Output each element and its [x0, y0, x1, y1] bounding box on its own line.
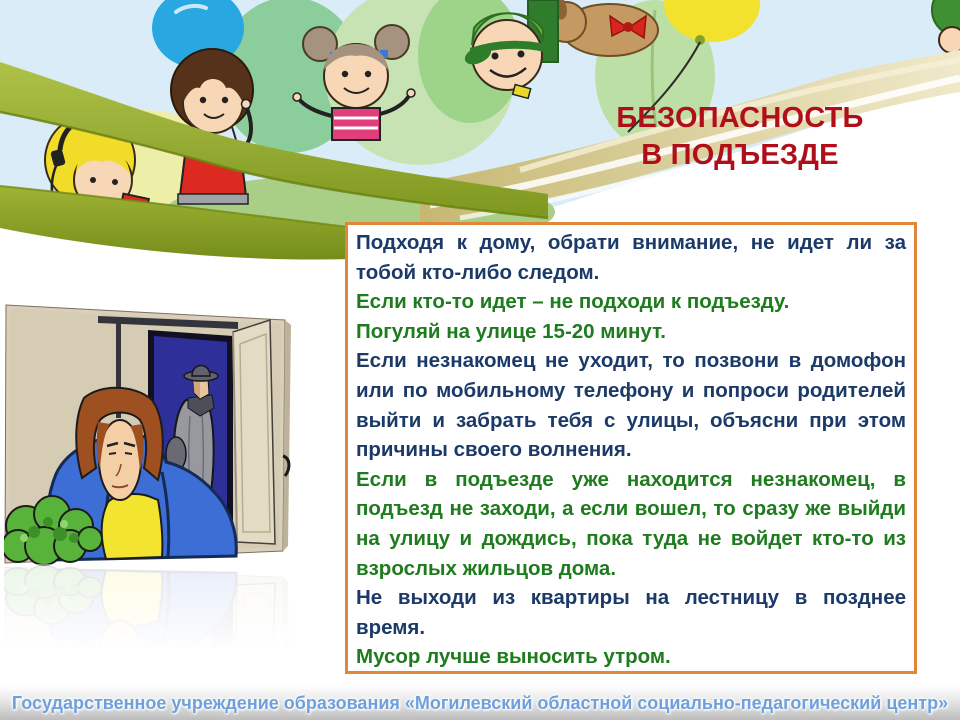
entrance-picture-illustration: [4, 296, 304, 658]
safety-instructions-box: [345, 222, 917, 674]
page-title: [555, 100, 925, 174]
safety-paragraph: Если незнакомец не уходит, то позвони в домофон или по мобильному телефону и попроси родителей выйти и забрать тебя с улицы, объясни при этом причины своего волнения.: [356, 349, 906, 462]
footer-text: Государственное учреждение образования «Могилевский областной социально-педагогический центр»: [11, 692, 949, 713]
picture-frame: [4, 305, 291, 565]
picture-frame-reflection: [4, 564, 304, 658]
safety-paragraph: Мусор лучше выносить утром.: [356, 645, 671, 669]
footer-bar: [0, 686, 960, 720]
safety-paragraph: Если кто-то идет – не подходи к подъезду.: [356, 290, 790, 314]
safety-paragraph: Не выходи из квартиры на лестницу в позднее время.: [356, 586, 906, 639]
entrance-illustration-svg: [4, 296, 304, 658]
safety-paragraph: Подходя к дому, обрати внимание, не идет ли за тобой кто-либо следом.: [356, 231, 906, 284]
safety-paragraph: Если в подъезде уже находится незнакомец, в подъезд не заходи, а если вошел, то сразу же выйди на улицу и дождись, пока туда не войдет кто-то из взрослых жильцов дома.: [356, 467, 906, 580]
safety-paragraph: Погуляй на улице 15-20 минут.: [356, 319, 667, 343]
title-line2: В ПОДЪЕЗДЕ: [641, 139, 839, 171]
title-line1: БЕЗОПАСНОСТЬ: [616, 102, 864, 134]
